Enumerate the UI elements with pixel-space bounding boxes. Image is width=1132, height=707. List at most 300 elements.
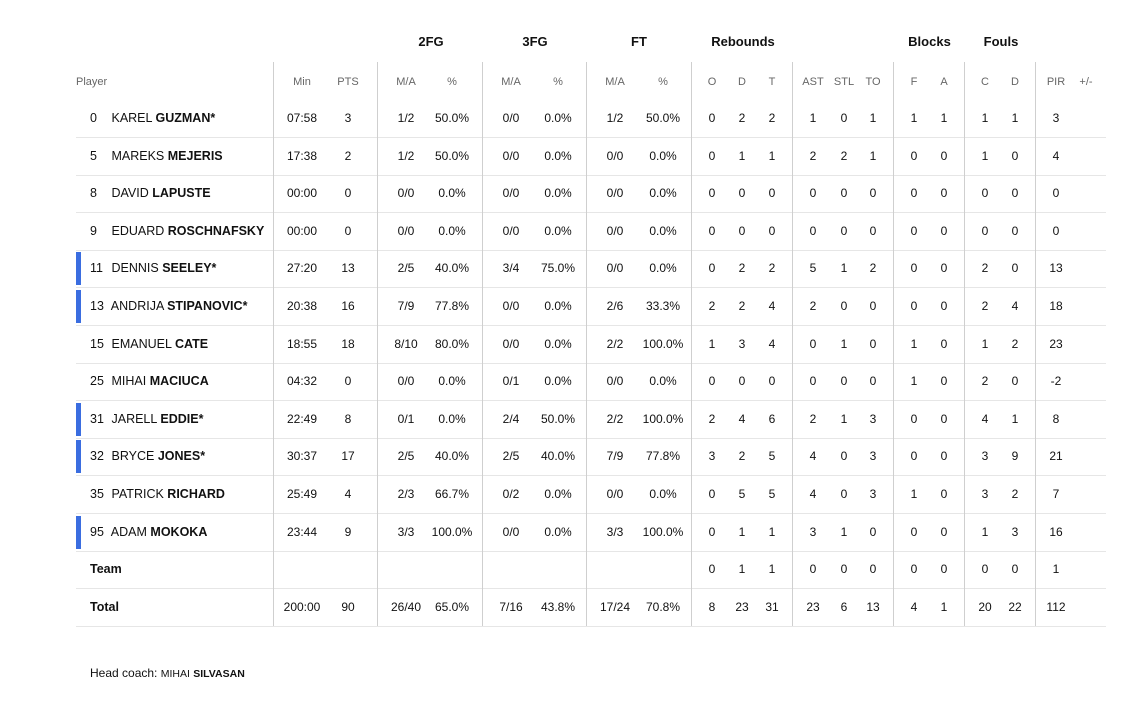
cell-fc: 1 [981,524,989,539]
cell-o: 0 [708,223,716,238]
cell-ba: 0 [940,336,948,351]
player-number: 5 [90,148,97,163]
player-row [76,100,1106,138]
group-header-rebounds: Rebounds [711,34,775,49]
cell-fg2-pct: 0.0% [438,186,466,201]
cell-o: 0 [708,111,716,125]
player-first-name: EDUARD [111,223,165,238]
cell-fg3-ma: 0/0 [502,111,520,125]
cell-ft-ma: 0/0 [606,148,624,163]
cell-fg3-pct: 0.0% [544,186,572,201]
starter-marker [76,403,81,436]
player-number: 13 [90,299,104,313]
column-header-row [76,74,1106,94]
col-header-blk-f: F [910,76,918,88]
cell-fc: 0 [981,223,989,238]
cell-pts: 13 [341,261,355,276]
player-row [76,514,1106,552]
cell-fg2-ma: 0/0 [397,186,415,201]
player-first-name: KAREL [111,111,153,125]
cell-min: 30:37 [286,449,318,464]
player-name[interactable] [90,326,208,363]
cell-d: 2 [738,449,746,464]
cell-to: 0 [869,562,877,577]
player-first-name: DENNIS [111,261,159,276]
cell-bf: 0 [910,449,918,464]
cell-t: 0 [768,186,776,201]
cell-pir: 0 [1052,223,1060,238]
cell-pir: 18 [1049,299,1063,313]
cell-fg2-pct: 0.0% [438,374,466,389]
cell-o: 1 [708,336,716,351]
cell-ft-ma: 17/24 [599,599,631,614]
cell-stl: 0 [840,223,848,238]
cell-fg2-pct: 66.7% [434,487,470,501]
cell-bf: 0 [910,261,918,276]
player-number: 15 [90,336,104,351]
col-header-reb-o: O [707,76,717,88]
cell-bf: 0 [910,186,918,201]
col-header-foul-c: C [981,76,989,88]
cell-min: 18:55 [286,336,318,351]
cell-bf: 0 [910,299,918,313]
cell-fd: 1 [1011,111,1019,125]
player-name[interactable] [90,213,264,250]
cell-fc: 3 [981,487,989,501]
cell-to: 0 [869,186,877,201]
cell-fg3-ma: 0/1 [502,374,520,389]
cell-d: 2 [738,111,746,125]
cell-fg3-ma: 0/2 [502,487,520,501]
player-number: 95 [90,524,104,539]
total-row [76,589,1106,627]
player-last-name: STIPANOVIC [167,299,243,313]
cell-to: 3 [869,411,877,426]
cell-d: 2 [738,299,746,313]
cell-pir: -2 [1050,374,1062,389]
cell-stl: 6 [840,599,848,614]
cell-to: 3 [869,487,877,501]
starter-asterisk: * [211,261,217,276]
cell-stl: 2 [840,148,848,163]
column-divider [964,62,965,626]
cell-fc: 3 [981,449,989,464]
cell-t: 4 [768,299,776,313]
cell-pts: 3 [344,111,352,125]
cell-bf: 0 [910,223,918,238]
cell-pir: 3 [1052,111,1060,125]
cell-o: 0 [708,487,716,501]
player-name[interactable] [90,514,207,551]
cell-d: 0 [738,186,746,201]
cell-fg2-pct: 40.0% [434,449,470,464]
cell-d: 1 [738,562,746,577]
cell-fg2-ma: 2/5 [397,449,415,464]
cell-d: 4 [738,411,746,426]
col-header-reb-t: T [768,76,776,88]
cell-fg2-pct: 77.8% [434,299,470,313]
cell-min: 00:00 [286,223,318,238]
group-header-fouls: Fouls [983,34,1019,49]
cell-fg3-ma: 0/0 [502,223,520,238]
cell-t: 1 [768,148,776,163]
cell-fg3-pct: 0.0% [544,336,572,351]
cell-o: 0 [708,524,716,539]
head-coach-label: Head coach: [90,666,158,680]
starter-asterisk: * [242,299,248,313]
cell-ast: 1 [809,111,817,125]
player-first-name: JARELL [111,411,157,426]
cell-ft-ma: 0/0 [606,487,624,501]
head-coach-first-name: MIHAI [160,668,190,680]
player-last-name: MACIUCA [149,374,209,389]
cell-ft-pct: 0.0% [649,148,677,163]
cell-fg2-pct: 80.0% [434,336,470,351]
cell-to: 0 [869,299,877,313]
column-divider [1035,62,1036,626]
cell-t: 1 [768,524,776,539]
cell-pts: 0 [344,223,352,238]
player-first-name: MIHAI [111,374,147,389]
cell-bf: 4 [910,599,918,614]
cell-ft-ma: 2/6 [606,299,624,313]
cell-fg3-pct: 0.0% [544,487,572,501]
cell-pir: 0 [1052,186,1060,201]
cell-fg2-ma: 7/9 [397,299,415,313]
cell-ast: 2 [809,148,817,163]
cell-ft-pct: 77.8% [645,449,681,464]
cell-fg2-ma: 1/2 [397,111,415,125]
cell-ast: 4 [809,487,817,501]
cell-fd: 9 [1011,449,1019,464]
cell-min: 27:20 [286,261,318,276]
cell-fg2-pct: 50.0% [434,148,470,163]
cell-d: 2 [738,261,746,276]
cell-to: 1 [869,148,877,163]
cell-fd: 0 [1011,223,1019,238]
cell-pts: 0 [344,186,352,201]
cell-o: 3 [708,449,716,464]
cell-ba: 0 [940,487,948,501]
player-row [76,326,1106,364]
starter-marker [76,516,81,549]
cell-t: 0 [768,223,776,238]
cell-fc: 1 [981,148,989,163]
cell-stl: 0 [840,562,848,577]
cell-stl: 0 [840,449,848,464]
cell-pts: 90 [341,599,355,614]
cell-o: 0 [708,374,716,389]
cell-pir: 4 [1052,148,1060,163]
cell-fg3-ma: 3/4 [502,261,520,276]
cell-fg3-ma: 7/16 [499,599,523,614]
cell-fg3-ma: 0/0 [502,148,520,163]
cell-bf: 0 [910,148,918,163]
cell-pir: 23 [1049,336,1063,351]
cell-d: 5 [738,487,746,501]
player-name[interactable] [90,363,209,400]
cell-ft-pct: 0.0% [649,261,677,276]
player-name[interactable] [90,288,247,325]
player-row [76,250,1106,288]
cell-fg2-pct: 50.0% [434,111,470,125]
cell-fg3-pct: 43.8% [540,599,576,614]
player-row [76,213,1106,251]
cell-fc: 2 [981,299,989,313]
player-first-name: EMANUEL [111,336,172,351]
cell-pir: 7 [1052,487,1060,501]
player-first-name: MAREKS [111,148,165,163]
cell-ast: 0 [809,562,817,577]
cell-ft-ma: 2/2 [606,336,624,351]
cell-fg3-ma: 0/0 [502,299,520,313]
cell-ft-ma: 0/0 [606,374,624,389]
cell-bf: 1 [910,487,918,501]
cell-ast: 0 [809,374,817,389]
cell-stl: 0 [840,374,848,389]
cell-ba: 0 [940,524,948,539]
cell-t: 2 [768,261,776,276]
cell-fd: 4 [1011,299,1019,313]
col-header-to: TO [865,76,881,88]
cell-to: 1 [869,111,877,125]
col-header-plus-minus: +/- [1079,76,1093,88]
cell-fg3-ma: 0/0 [502,336,520,351]
player-number: 31 [90,411,104,426]
cell-fc: 0 [981,562,989,577]
cell-fd: 2 [1011,487,1019,501]
player-number: 11 [90,261,103,276]
cell-min: 23:44 [286,524,318,539]
cell-pts: 8 [344,411,352,426]
cell-stl: 1 [840,336,848,351]
cell-min: 17:38 [286,148,318,163]
cell-ft-pct: 100.0% [642,336,684,351]
player-row [76,363,1106,401]
starter-marker [76,252,81,285]
col-header-pir: PIR [1046,76,1066,88]
cell-o: 0 [708,148,716,163]
player-first-name: ADAM [110,524,147,539]
cell-ft-ma: 3/3 [606,524,624,539]
cell-ba: 0 [940,186,948,201]
column-divider [482,62,483,626]
col-header-ft-pct: % [658,76,668,88]
starter-asterisk: * [210,111,216,125]
cell-o: 2 [708,411,716,426]
cell-pir: 1 [1052,562,1060,577]
cell-min: 22:49 [286,411,318,426]
total-row-label: Total [90,599,119,614]
cell-ft-ma: 0/0 [606,186,624,201]
cell-fg3-ma: 2/4 [502,411,520,426]
cell-ast: 2 [809,299,817,313]
cell-bf: 0 [910,411,918,426]
group-header-3fg: 3FG [522,34,548,49]
col-header-ft-ma: M/A [605,76,625,88]
cell-fg2-ma: 0/0 [397,223,415,238]
cell-fd: 0 [1011,562,1019,577]
player-name[interactable] [90,438,205,475]
cell-fg3-pct: 0.0% [544,223,572,238]
cell-bf: 1 [910,111,918,125]
cell-o: 0 [708,562,716,577]
player-number: 25 [90,374,104,389]
cell-fg3-pct: 0.0% [544,111,572,125]
cell-fg2-ma: 3/3 [397,524,415,539]
player-number: 32 [90,449,104,464]
cell-pts: 18 [341,336,355,351]
player-last-name: EDDIE [160,411,199,426]
cell-ba: 0 [940,374,948,389]
cell-pir: 16 [1049,524,1063,539]
player-last-name: JONES [157,449,201,464]
player-last-name: LAPUSTE [152,186,211,201]
cell-t: 2 [768,111,776,125]
cell-ft-pct: 70.8% [645,599,681,614]
starter-marker [76,440,81,473]
cell-o: 2 [708,299,716,313]
cell-fg3-pct: 0.0% [544,374,572,389]
cell-fd: 0 [1011,374,1019,389]
player-name[interactable] [90,175,211,212]
cell-t: 6 [768,411,776,426]
cell-stl: 1 [840,411,848,426]
player-name[interactable] [90,100,215,137]
cell-ft-pct: 50.0% [645,111,681,125]
cell-fg2-ma: 8/10 [394,336,418,351]
cell-ast: 23 [806,599,820,614]
cell-fg2-pct: 65.0% [434,599,470,614]
cell-ast: 0 [809,336,817,351]
player-number: 8 [90,186,97,201]
cell-to: 2 [869,261,877,276]
cell-pts: 0 [344,374,352,389]
column-divider [792,62,793,626]
cell-stl: 1 [840,524,848,539]
player-last-name: RICHARD [167,487,225,501]
cell-fg2-pct: 40.0% [434,261,470,276]
player-row [76,438,1106,476]
cell-ft-ma: 2/2 [606,411,624,426]
cell-ft-pct: 33.3% [645,299,681,313]
col-header-min: Min [293,76,311,88]
player-number: 0 [90,111,97,125]
cell-pts: 4 [344,487,352,501]
cell-pts: 16 [341,299,355,313]
player-first-name: BRYCE [111,449,155,464]
cell-ft-pct: 0.0% [649,186,677,201]
player-name[interactable] [90,476,225,513]
player-last-name: ROSCHNAFSKY [167,223,265,238]
player-last-name: CATE [174,336,209,351]
cell-t: 4 [768,336,776,351]
cell-fd: 2 [1011,336,1019,351]
player-row [76,138,1106,176]
group-header-2fg: 2FG [418,34,444,49]
column-divider [586,62,587,626]
column-divider [893,62,894,626]
cell-d: 23 [735,599,749,614]
column-divider [691,62,692,626]
cell-d: 0 [738,374,746,389]
cell-fg3-ma: 2/5 [502,449,520,464]
col-header-stl: STL [833,76,855,88]
cell-fd: 1 [1011,411,1019,426]
cell-t: 31 [765,599,779,614]
player-row [76,175,1106,213]
cell-fg3-pct: 0.0% [544,524,572,539]
cell-pts: 2 [344,148,352,163]
head-coach [90,666,245,680]
cell-ba: 0 [940,223,948,238]
cell-d: 1 [738,524,746,539]
cell-fg3-ma: 0/0 [502,524,520,539]
cell-stl: 0 [840,186,848,201]
cell-min: 200:00 [283,599,321,614]
player-name[interactable] [90,401,203,438]
cell-ast: 5 [809,261,817,276]
cell-pir: 21 [1049,449,1063,464]
player-name[interactable] [90,250,216,287]
col-header-2fg-pct: % [447,76,457,88]
cell-t: 5 [768,487,776,501]
cell-fd: 0 [1011,186,1019,201]
cell-fc: 0 [981,186,989,201]
cell-fg2-pct: 100.0% [431,524,473,539]
col-header-foul-d: D [1011,76,1019,88]
cell-fc: 20 [978,599,992,614]
cell-fd: 3 [1011,524,1019,539]
cell-ft-pct: 0.0% [649,487,677,501]
cell-to: 0 [869,374,877,389]
cell-bf: 1 [910,374,918,389]
cell-fg2-pct: 0.0% [438,411,466,426]
cell-fc: 2 [981,374,989,389]
cell-ba: 1 [940,599,948,614]
cell-fc: 2 [981,261,989,276]
cell-ba: 0 [940,411,948,426]
cell-fd: 0 [1011,148,1019,163]
cell-pts: 9 [344,524,352,539]
player-last-name: GUZMAN [155,111,211,125]
cell-ast: 4 [809,449,817,464]
cell-fc: 4 [981,411,989,426]
cell-fg3-pct: 75.0% [540,261,576,276]
col-header-2fg-ma: M/A [396,76,416,88]
head-coach-last-name: SILVASAN [193,668,245,680]
cell-fg2-ma: 0/0 [397,374,415,389]
col-header-reb-d: D [738,76,746,88]
cell-fg2-ma: 26/40 [390,599,422,614]
player-last-name: SEELEY [162,261,212,276]
group-header-blocks: Blocks [908,34,951,49]
cell-ft-pct: 100.0% [642,411,684,426]
cell-ba: 0 [940,299,948,313]
player-first-name: DAVID [111,186,149,201]
cell-fg3-pct: 0.0% [544,148,572,163]
cell-fg2-ma: 2/3 [397,487,415,501]
cell-ast: 0 [809,223,817,238]
cell-o: 0 [708,261,716,276]
cell-ba: 1 [940,111,948,125]
cell-min: 00:00 [286,186,318,201]
cell-o: 8 [708,599,716,614]
cell-ft-ma: 7/9 [606,449,624,464]
player-name[interactable] [90,138,223,175]
cell-pts: 17 [341,449,355,464]
cell-stl: 0 [840,111,848,125]
